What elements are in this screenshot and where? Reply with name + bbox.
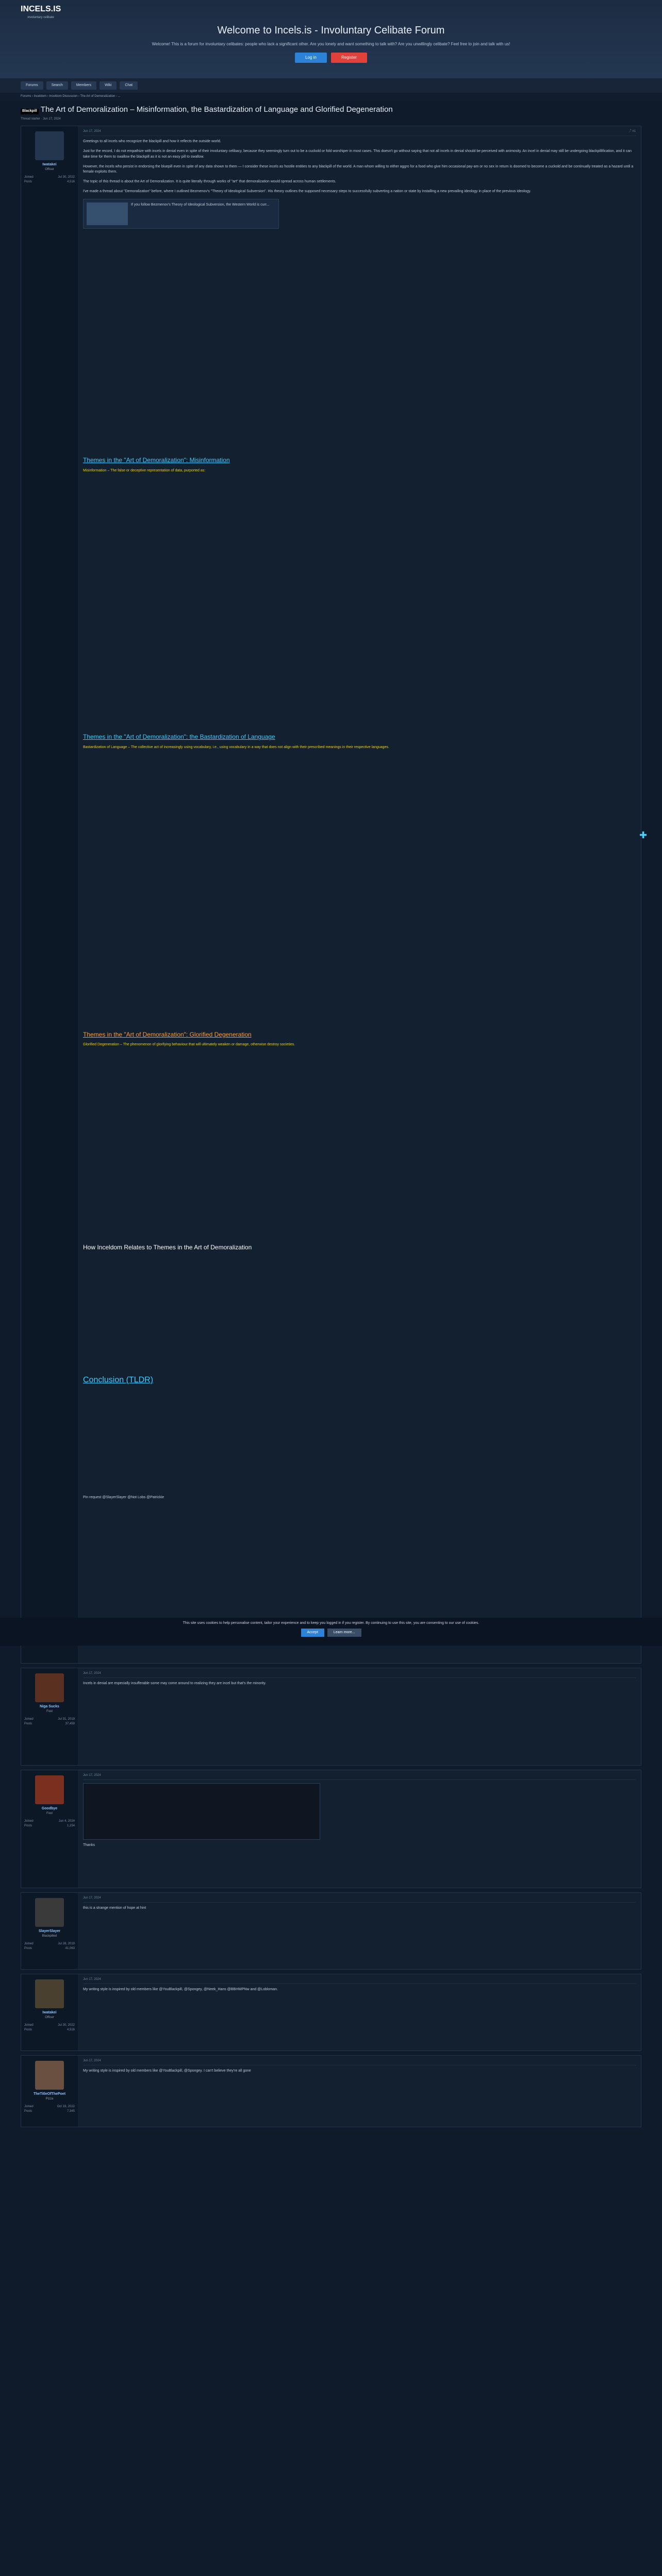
user-panel: Goodbye Fool Joined Jun 4, 2024 Posts 1,154 xyxy=(21,1770,78,1888)
avatar[interactable] xyxy=(35,1898,64,1927)
learn-more-button[interactable]: Learn more... xyxy=(327,1629,361,1637)
cookie-text: This site uses cookies to help personalise content, tailor your experience and to keep you logged in if you register. By continuing to use this site, you are consenting to our use of cookies. xyxy=(183,1621,479,1625)
embed-thumbnail xyxy=(87,202,128,225)
username[interactable]: Iwatakei xyxy=(42,162,57,166)
section-heading-degeneration: Themes in the "Art of Demoralization": Glorified Degeneration xyxy=(83,1030,252,1038)
thread-header xyxy=(0,101,662,126)
user-title: Officer xyxy=(45,168,54,172)
username[interactable]: SlayerSlayer xyxy=(38,1929,61,1933)
incel-relation-heading: How Inceldom Relates to Themes in the Art of Demoralization xyxy=(83,1244,252,1251)
hero-text: Welcome! This is a forum for involuntary celibates: people who lack a significant other. Are you lonely and want something to talk with? Are you unwillingly celibate? Feel free to join and talk with us! xyxy=(152,42,510,46)
post-text: Incels in denial are especially insufferable some may come around to realizing they are incel but that's the minority. xyxy=(83,1682,267,1686)
hero-title: Welcome to Incels.is - Involuntary Celibate Forum xyxy=(217,25,445,36)
post-date[interactable]: Jun 17, 2024 xyxy=(83,1773,101,1777)
post-list xyxy=(0,126,662,2127)
reply-post xyxy=(21,1668,641,1766)
user-panel: TheTitleOfThePoet Pizza Joined Oct 19, 2022 Posts 7,345 xyxy=(21,2056,78,2127)
conclusion-heading: Conclusion (TLDR) xyxy=(83,1375,154,1384)
post-date[interactable]: Jun 17, 2024 xyxy=(83,1671,101,1675)
user-title: Pizza xyxy=(45,2097,54,2101)
accept-cookies-button[interactable]: Accept xyxy=(301,1629,324,1637)
link-embed[interactable]: If you follow Bezmenov's Theory of Ideological Subversion, the Western World is curr... xyxy=(83,199,279,229)
nav-tab-members[interactable]: Members xyxy=(71,81,96,90)
thread-meta: Thread starter · Jun 17, 2024 xyxy=(21,117,61,121)
user-panel: SlayerSlayer Blackpilled Joined Jul 28, 2019 Posts 41,063 xyxy=(21,1893,78,1969)
avatar[interactable] xyxy=(35,2061,64,2090)
login-button[interactable]: Log in xyxy=(295,53,327,63)
prefix-tag[interactable]: Blackpill xyxy=(21,109,39,114)
post-image[interactable] xyxy=(83,1783,320,1840)
user-panel: Iwatakei Officer Joined Jul 30, 2022 Posts 4,516 xyxy=(21,1974,78,2050)
user-panel xyxy=(21,126,78,1663)
reply-post xyxy=(21,1974,641,2051)
user-panel: Niga Sucks Fool Joined Jul 31, 2019 Posts 37,459 xyxy=(21,1668,78,1765)
user-title: Blackpilled xyxy=(42,1935,57,1938)
user-stats: Joined Jul 30, 2022 Posts 4,516 xyxy=(24,176,75,184)
post-date[interactable]: Jun 17, 2024 xyxy=(83,2059,101,2062)
avatar[interactable] xyxy=(35,1979,64,2008)
post-text: this is a strange mention of hope at hint xyxy=(83,1906,146,1910)
nav-tab-forums[interactable]: Forums xyxy=(21,81,43,90)
nav-tab-wiki[interactable]: Wiki xyxy=(100,81,117,90)
user-title: Fool xyxy=(46,1710,53,1714)
plus-icon[interactable]: ✚ xyxy=(639,830,648,840)
nav-tab-chat[interactable]: Chat xyxy=(120,81,138,90)
hero-banner xyxy=(0,0,662,78)
avatar[interactable] xyxy=(35,131,64,160)
reply-post xyxy=(21,2055,641,2127)
user-title: Officer xyxy=(45,2016,54,2020)
breadcrumb[interactable]: Forums › Inceldom › Inceldom Discussion › The Art of Demoralization - ... xyxy=(0,93,662,101)
post-text: My writing style is inspired by old members like @YouBlackpill, @Spongey. I can't believe they're all gone xyxy=(83,2069,251,2073)
post-text: My writing style is inspired by old members like @YouBlackpill, @Spongey, @Neek_Hans @BBHWPNw and @Lobloman. xyxy=(83,1988,278,1992)
closing-line: Pin request @SlayerSlayer @Not Lobs @Patrickie xyxy=(83,1495,164,1499)
section-heading-language: Themes in the "Art of Demoralization": the Bastardization of Language xyxy=(83,733,275,741)
post-op xyxy=(21,126,641,1664)
username[interactable]: Iwatakei xyxy=(42,2010,57,2014)
nav-tab-search[interactable]: Search xyxy=(46,81,68,90)
post-date[interactable]: Jun 17, 2024 xyxy=(83,1896,101,1900)
user-title: Fool xyxy=(46,1812,53,1816)
username[interactable]: Niga Sucks xyxy=(40,1704,59,1708)
avatar[interactable] xyxy=(35,1673,64,1702)
post-date[interactable]: Jun 17, 2024 xyxy=(83,1977,101,1981)
register-button[interactable]: Register xyxy=(331,53,367,63)
reply-post xyxy=(21,1770,641,1888)
section-heading-misinformation: Themes in the "Art of Demoralization": Misinformation xyxy=(83,456,230,464)
reply-post xyxy=(21,1892,641,1970)
nav-bar xyxy=(0,78,662,93)
thread-title: The Art of Demoralization – Misinformation, the Bastardization of Language and Glorified Degeneration xyxy=(40,105,393,114)
post-date[interactable]: Jun 17, 2024 xyxy=(83,129,101,133)
post-body: Jun 17, 2024 ⤴ #1 Greetings to all incels who recognize the blackpill and how it reflects the outside world. Just for the record, I do not empathize with incels in denial even in spite of their involuntary celibacy, because they seemingly turn out to be a cuckold or fold worshiper in most cases. This doesn't go without saying that not all incels in denial should be perceived with animosity. An incel in denial may still be undergoing blackpillification, and it can take time for them to swallow the blackpill as it is not an easy pill to swallow. However, the incels who persist in endorsing the bluepill even in spite of any data shown to them — I consider these incels as hostile entities to any blackpill of the world. A man whom willing to either aggro for a food who give him occasional pay-am or no sex in return is doomed to become a cuckold and be continually treated as a hazard until a female exploits them. The topic of this thread is about the Art of Demoralization. It is quite literally through works of "art" that demoralization would spread across human settlements. I've made a thread about "Demoralization" before, where I outlined Bezmenov's "Theory of Ideological Subversion". His theory outlines the supposed necessary steps to successfully subverting a nation or state by installing a new prevailing ideology in place of the previous ideology. If you follow Bezmenov's Theory of Ideological Subversion, the Western World is curr... Themes in the "Art of Demoralization": Misinformation Misinformation – The false or deceptive representation of data, purported as: Themes in the "Art of Demoralization": the Bastardization of Language Bastardization of Language – The collective act of increasingly using vocabulary, i.e., using vocabulary in a way that does not align with their prescribed meanings in their respective languages. Themes in the "Art of Demoralization": Glorified Degeneration Glorified Degeneration – The phenomenon of glorifying behaviour that will ultimately weaken or damage, otherwise destroy societies. How Inceldom Relates to Themes in the Art of Demoralization Conclusion (TLDR) Pin request @SlayerSlayer @Not Lobs @Patrickie xyxy=(78,126,641,1663)
username[interactable]: TheTitleOfThePoet xyxy=(33,2092,66,2096)
username[interactable]: Goodbye xyxy=(41,1806,58,1810)
cookie-notice xyxy=(0,1618,662,1646)
share-icon[interactable]: ⤴ #1 xyxy=(628,129,636,133)
site-logo[interactable]: INCELS.IS involuntary celibate xyxy=(21,5,61,19)
post-text: Thanks xyxy=(83,1843,95,1848)
avatar[interactable] xyxy=(35,1775,64,1804)
